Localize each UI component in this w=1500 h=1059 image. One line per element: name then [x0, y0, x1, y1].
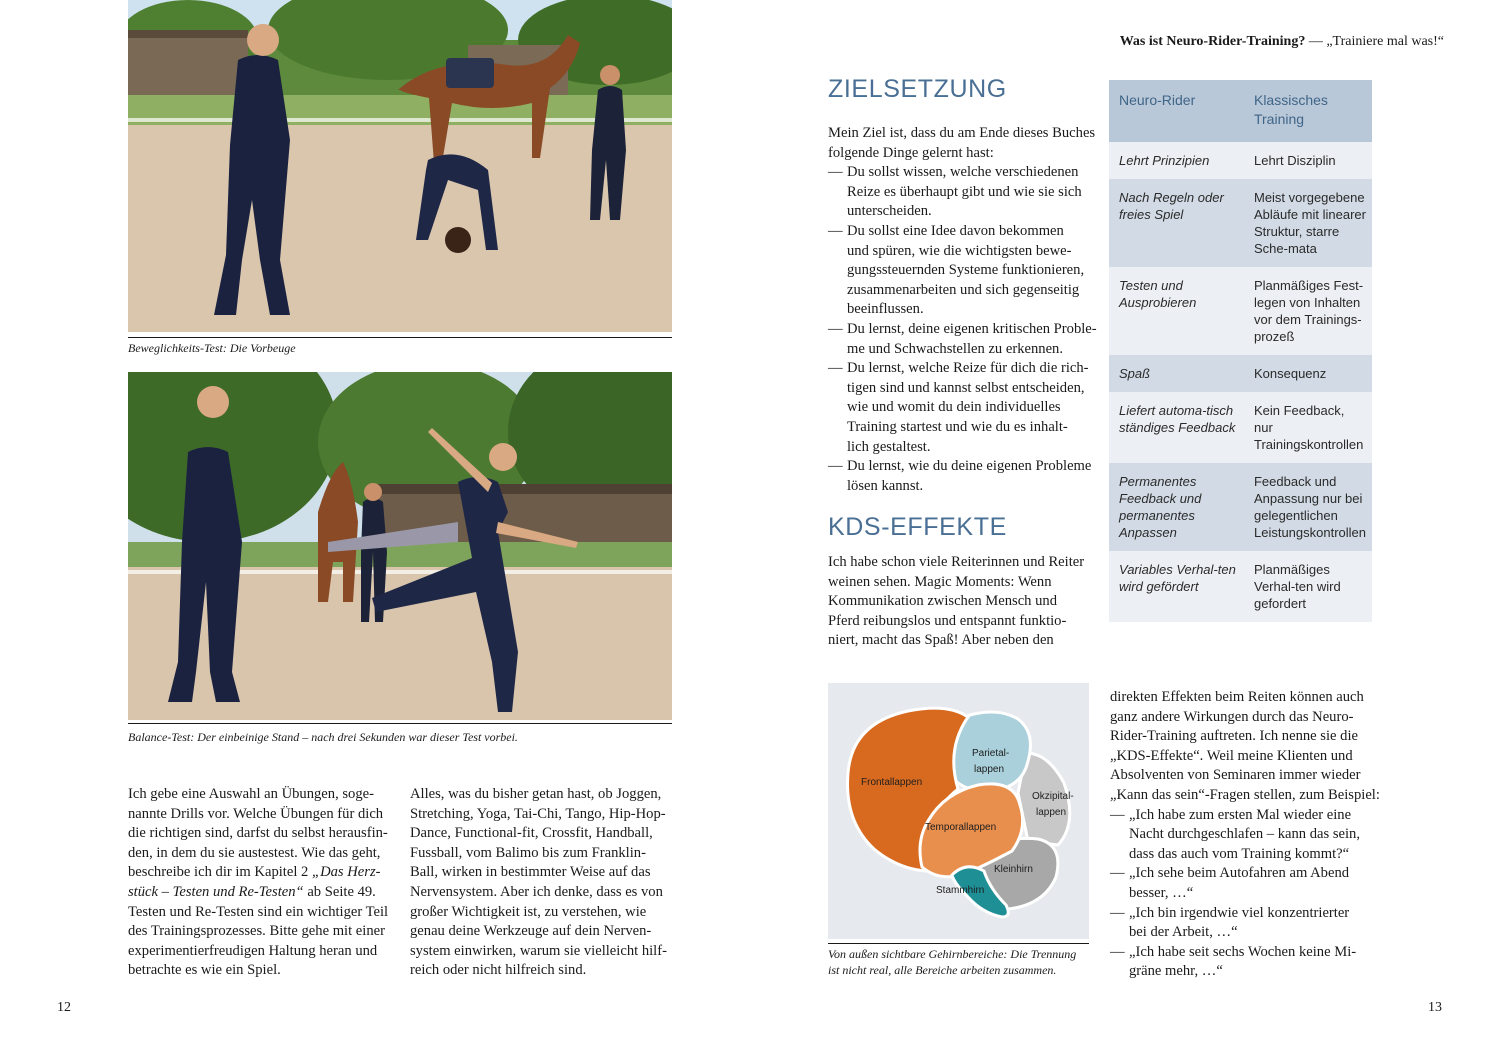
- list-item: [828, 320, 1098, 359]
- table-header-row: [1109, 80, 1372, 142]
- table-cell: Testen und Ausprobieren: [1109, 267, 1244, 355]
- list-item: [828, 359, 1098, 457]
- table-cell: Variables Verhal-ten wird gefördert: [1109, 551, 1244, 622]
- brain-caption: [828, 946, 1098, 978]
- text-line: Nervensystem. Aber ich denke, dass es von: [410, 883, 663, 900]
- chapter-reference: „Das Herz-: [311, 864, 381, 881]
- table-row: [1109, 551, 1372, 622]
- text-line: „KDS-Effekte“. Weil meine Klienten und: [1110, 747, 1353, 764]
- text-line: [128, 863, 398, 883]
- brain-diagram: [828, 683, 1089, 939]
- text-span: beschreibe ich dir im Kapitel 2: [128, 864, 312, 881]
- table-cell: Planmäßiges Fest-legen von Inhalten vor dem Trainings-prozeß: [1244, 267, 1372, 355]
- label-temporallappen: Temporallappen: [925, 822, 997, 833]
- text-line: zusammenarbeiten und sich gegenseitig: [847, 281, 1080, 298]
- photo1-caption: Beweglichkeits-Test: Die Vorbeuge: [128, 341, 296, 355]
- text-line: lich gestaltest.: [847, 438, 931, 455]
- text-line: — „Ich sehe beim Autofahren am Abend: [1129, 865, 1350, 882]
- text-line: Reize es überhaupt gibt und wie sie sich: [847, 183, 1082, 200]
- text-line: Nacht durchgeschlafen – kann das sein,: [1129, 826, 1360, 843]
- label-okzipital-2: lappen: [1036, 807, 1067, 818]
- text-line: lösen kannst.: [847, 477, 924, 494]
- running-head: [1120, 34, 1444, 50]
- text-line: gräne mehr, …“: [1129, 963, 1223, 980]
- text-line: gungssteuernden Systeme funktionieren,: [847, 262, 1085, 279]
- running-head-separator: —: [1308, 34, 1323, 49]
- table-header-neuro-rider: Neuro-Rider: [1109, 80, 1244, 142]
- list-item: [828, 222, 1098, 320]
- table-cell: Konsequenz: [1244, 355, 1372, 392]
- text-line: — „Ich bin irgendwie viel konzentrierter: [1129, 904, 1350, 921]
- text-line: wie und womit du dein individuelles: [847, 399, 1061, 416]
- left-column-1: [128, 785, 398, 981]
- text-line: weinen sehen. Magic Moments: Wenn: [828, 573, 1052, 590]
- photo2-caption: Balance-Test: Der einbeinige Stand – nach drei Sekunden war dieser Test vorbei.: [128, 730, 518, 744]
- text-line: me und Schwachstellen zu erkennen.: [847, 340, 1063, 357]
- table-row: [1109, 463, 1372, 551]
- table-header-klassisches-training: Klassisches Training: [1244, 80, 1372, 142]
- text-line: dass das auch vom Training kommt?“: [1129, 845, 1350, 862]
- text-line: besser, …“: [1129, 884, 1194, 901]
- heading-kds-effekte: KDS-EFFEKTE: [828, 513, 1007, 541]
- heading-zielsetzung: ZIELSETZUNG: [828, 75, 1007, 103]
- text-line: Rider-Training auftreten. Ich nenne sie die: [1110, 728, 1358, 745]
- photo-balance-test: [128, 372, 672, 720]
- text-line: ganz andere Wirkungen durch das Neuro-: [1110, 708, 1354, 725]
- text-line: Ball, wirken in bestimmter Weise auf das: [410, 864, 651, 881]
- text-line: bei der Arbeit, …“: [1129, 924, 1238, 941]
- text-line: direkten Effekten beim Reiten können auch: [1110, 689, 1364, 705]
- text-line: Fussball, vom Balimo bis zum Franklin-: [410, 844, 646, 861]
- text-line: — „Ich habe seit sechs Wochen keine Mi-: [1129, 943, 1357, 960]
- text-line: des Trainingsprozesses. Bitte gehe mit einer: [128, 923, 385, 940]
- table-row: [1109, 355, 1372, 392]
- photo-flexibility-test: [128, 0, 672, 332]
- caption-line: ist nicht real, alle Bereiche arbeiten zusammen.: [828, 963, 1057, 977]
- comparison-table: [1109, 80, 1372, 622]
- photo2-rule: [128, 723, 672, 724]
- left-column-2: [410, 785, 680, 981]
- caption-line: Von außen sichtbare Gehirnbereiche: Die Trennung: [828, 947, 1077, 961]
- text-line: betrachte es wie ein Spiel.: [128, 962, 281, 979]
- text-line: — „Ich habe zum ersten Mal wieder eine: [1129, 806, 1352, 823]
- chapter-reference: stück – Testen und Re-Testen“: [128, 883, 304, 900]
- label-kleinhirn: Kleinhirn: [994, 864, 1033, 875]
- photo1-rule: [128, 337, 672, 338]
- label-stammhirn: Stammhirn: [936, 885, 985, 896]
- quotes-list: [1110, 806, 1380, 982]
- table-cell: Lehrt Prinzipien: [1109, 142, 1244, 179]
- table-row: [1109, 267, 1372, 355]
- text-line: Ich gebe eine Auswahl an Übungen, soge-: [128, 786, 374, 802]
- label-parietal-2: lappen: [974, 764, 1005, 775]
- text-line: Stretching, Yoga, Tai-Chi, Tango, Hip-Hop-: [410, 805, 666, 822]
- text-line: nannte Drills vor. Welche Übungen für dich: [128, 805, 384, 822]
- text-line: „Kann das sein“-Fragen stellen, zum Beispiel:: [1110, 786, 1380, 803]
- goals-list: [828, 163, 1098, 496]
- list-item: [1110, 943, 1380, 982]
- text-line: system einwirken, warum sie vielleicht hilf-: [410, 942, 667, 959]
- label-parietal-1: Parietal-: [972, 748, 1010, 759]
- table-cell: Permanentes Feedback und permanentes Anpassen: [1109, 463, 1244, 551]
- table-cell: Liefert automa-tisch ständiges Feedback: [1109, 392, 1244, 463]
- text-line: reich oder nicht hilfreich sind.: [410, 962, 587, 979]
- text-line: genau deine Werkzeuge auf dein Nerven-: [410, 923, 652, 940]
- text-line: [128, 883, 398, 903]
- text-line: die richtigen sind, darfst du selbst herausfin-: [128, 825, 388, 842]
- page-number-left: 12: [57, 1000, 71, 1015]
- text-line: — Du lernst, welche Reize für dich die rich-: [847, 360, 1089, 377]
- text-line: Testen und Re-Testen sind ein wichtiger Teil: [128, 903, 389, 920]
- list-item: [828, 163, 1098, 222]
- text-line: Ich habe schon viele Reiterinnen und Reiter: [828, 554, 1085, 570]
- table-cell: Nach Regeln oder freies Spiel: [1109, 179, 1244, 267]
- right-column-text: [1110, 688, 1380, 982]
- text-line: Alles, was du bisher getan hast, ob Joggen,: [410, 786, 662, 802]
- label-frontallappen: Frontallappen: [861, 777, 923, 788]
- table-row: [1109, 179, 1372, 267]
- table-cell: Meist vorgegebene Abläufe mit linearer Struktur, starre Sche-mata: [1244, 179, 1372, 267]
- text-line: Kommunikation zwischen Mensch und: [828, 593, 1058, 610]
- table-row: [1109, 142, 1372, 179]
- text-line: folgende Dinge gelernt hast:: [828, 144, 994, 161]
- text-line: tigen sind und kannst selbst entscheiden,: [847, 379, 1085, 396]
- page-number-right: 13: [1428, 1000, 1442, 1015]
- zielsetzung-text: [828, 124, 1098, 496]
- running-head-title: Was ist Neuro-Rider-Training?: [1119, 34, 1306, 49]
- running-head-subtitle: „Trainiere mal was!“: [1326, 34, 1444, 49]
- text-line: niert, macht das Spaß! Aber neben den: [828, 632, 1054, 649]
- table-cell: Kein Feedback, nur Trainingskontrollen: [1244, 392, 1372, 463]
- text-span: ab Seite 49.: [303, 883, 376, 900]
- table-cell: Planmäßiges Verhal-ten wird gefordert: [1244, 551, 1372, 622]
- table-cell: Spaß: [1109, 355, 1244, 392]
- text-line: — Du lernst, wie du deine eigenen Probleme: [847, 458, 1092, 475]
- text-line: Pferd reibungslos und entspannt funktio-: [828, 612, 1067, 629]
- kds-text: [828, 553, 1098, 651]
- text-line: Dance, Functional-fit, Crossfit, Handball,: [410, 825, 653, 842]
- brain-rule: [828, 943, 1089, 944]
- list-item: [1110, 806, 1380, 865]
- label-okzipital-1: Okzipital-: [1032, 791, 1074, 802]
- list-item: [828, 457, 1098, 496]
- text-line: — Du lernst, deine eigenen kritischen Proble-: [847, 320, 1097, 337]
- text-line: experimentierfreudigen Haltung heran und: [128, 942, 378, 959]
- text-line: — Du sollst eine Idee davon bekommen: [847, 222, 1064, 239]
- text-line: den, in dem du sie austestest. Wie das geht,: [128, 844, 381, 861]
- table-row: [1109, 392, 1372, 463]
- table-cell: Lehrt Disziplin: [1244, 142, 1372, 179]
- text-line: und spüren, wie die wichtigsten bewe-: [847, 242, 1072, 259]
- text-line: unterscheiden.: [847, 203, 932, 220]
- text-line: — Du sollst wissen, welche verschiedenen: [847, 164, 1079, 181]
- list-item: [1110, 904, 1380, 943]
- text-line: großer Wichtigkeit ist, zu verstehen, wie: [410, 903, 647, 920]
- text-line: Mein Ziel ist, dass du am Ende dieses Buches: [828, 125, 1096, 141]
- brain-svg: [828, 683, 1089, 939]
- text-line: beeinflussen.: [847, 301, 924, 318]
- list-item: [1110, 864, 1380, 903]
- text-line: Training startest und wie du es inhalt-: [847, 418, 1068, 435]
- table-cell: Feedback und Anpassung nur bei gelegentlichen Leistungskontrollen: [1244, 463, 1372, 551]
- text-line: Absolventen von Seminaren immer wieder: [1110, 767, 1361, 784]
